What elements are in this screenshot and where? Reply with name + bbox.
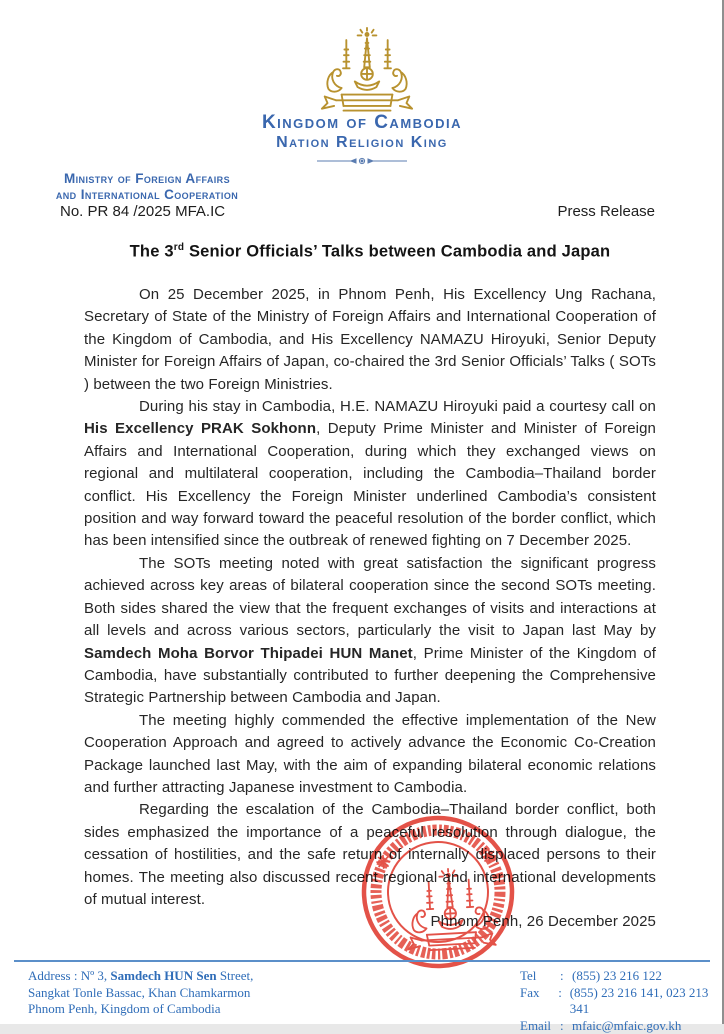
document-title <box>84 242 656 262</box>
address-line1: Address : Nº 3, Samdech HUN Sen Street, <box>28 968 348 985</box>
contact-row-fax <box>520 985 724 1018</box>
footer-divider <box>14 960 710 962</box>
footer-address-block <box>28 968 348 1018</box>
tel-label: Tel <box>520 968 560 985</box>
paragraph: On 25 December 2025, in Phnom Penh, His Excellency Ung Rachana, Secretary of State of the Ministry of Foreign Affairs and International Cooperation of the Kingdom of Cambodia, and His Excellency NAMAZU Hiroyuki, Senior Deputy Minister for Foreign Affairs of Japan, co-chaired the 3rd Senior Officials’ Talks ( SOTs ) between the two Foreign Ministries. <box>84 284 656 396</box>
colon: : <box>560 968 572 985</box>
fax-value: (855) 23 216 141, 023 213 341 <box>570 985 724 1018</box>
email-value: mfaic@mfaic.gov.kh <box>572 1018 681 1034</box>
official-seal-stamp <box>354 807 522 977</box>
title-rest: Senior Officials’ Talks between Cambodia and Japan <box>184 243 610 261</box>
royal-coat-of-arms <box>304 26 430 120</box>
title-ordinal-superscript: rd <box>174 242 184 253</box>
paragraph: The meeting highly commended the effective implementation of the New Cooperation Approach and agreed to actively advance the Economic Co-Creation Package launched last May, with the aim of expanding bilateral economic relations and further attracting Japanese investment to Cambodia. <box>84 710 656 800</box>
kingdom-title: Kingdom of Cambodia <box>0 112 724 134</box>
place-date-line: Phnom Penh, 26 December 2025 <box>84 911 656 933</box>
address-line3: Phnom Penh, Kingdom of Cambodia <box>28 1001 348 1018</box>
paragraph: Regarding the escalation of the Cambodia–Thailand border conflict, both sides emphasized the importance of a peaceful resolution through dialogue, the cessation of hostilities, and the safe return of internally displaced persons to their homes. The meeting also discussed recent regional and international developments of mutual interest. <box>84 799 656 911</box>
email-label: Email <box>520 1018 560 1034</box>
colon: : <box>558 985 569 1018</box>
contact-row-tel <box>520 968 724 985</box>
header-divider-ornament <box>317 156 407 166</box>
title-prefix: The 3 <box>130 243 174 261</box>
footer-contact-block <box>520 968 724 1034</box>
paragraph: The SOTs meeting noted with great satisfaction the significant progress achieved across key areas of bilateral cooperation since the second SOTs meeting. Both sides shared the view that the frequent exchanges of visits and interactions at all levels and across various sectors, particularly the visit to Japan last May by Samdech Moha Borvor Thipadei HUN Manet, Prime Minister of the Kingdom of Cambodia, have substantially contributed to further deepening the Comprehensive Strategic Partnership between Cambodia and Japan. <box>84 553 656 710</box>
document-type-label: Press Release <box>557 203 655 220</box>
colon: : <box>560 1018 572 1034</box>
ministry-name-line1: Ministry of Foreign Affairs <box>22 171 272 187</box>
paragraph: During his stay in Cambodia, H.E. NAMAZU Hiroyuki paid a courtesy call on His Excellency PRAK Sokhonn, Deputy Prime Minister and Minister of Foreign Affairs and International Cooperation, during which they exchanged views on regional and multilateral cooperation, including the Cambodia–Thailand border conflict. His Excellency the Foreign Minister underlined Cambodia’s consistent position and way forward toward the peaceful resolution of the border conflict, which has been intensified since the outbreak of renewed fighting on 7 December 2025. <box>84 396 656 553</box>
fax-label: Fax <box>520 985 558 1018</box>
reference-number: No. PR 84 /2025 MFA.IC <box>60 203 225 220</box>
contact-row-email <box>520 1018 724 1034</box>
address-line2: Sangkat Tonle Bassac, Khan Chamkarmon <box>28 985 348 1002</box>
ministry-name-line2: and International Cooperation <box>22 187 272 203</box>
ministry-name <box>22 171 272 203</box>
tel-value: (855) 23 216 122 <box>572 968 662 985</box>
national-motto: Nation Religion King <box>0 134 724 152</box>
